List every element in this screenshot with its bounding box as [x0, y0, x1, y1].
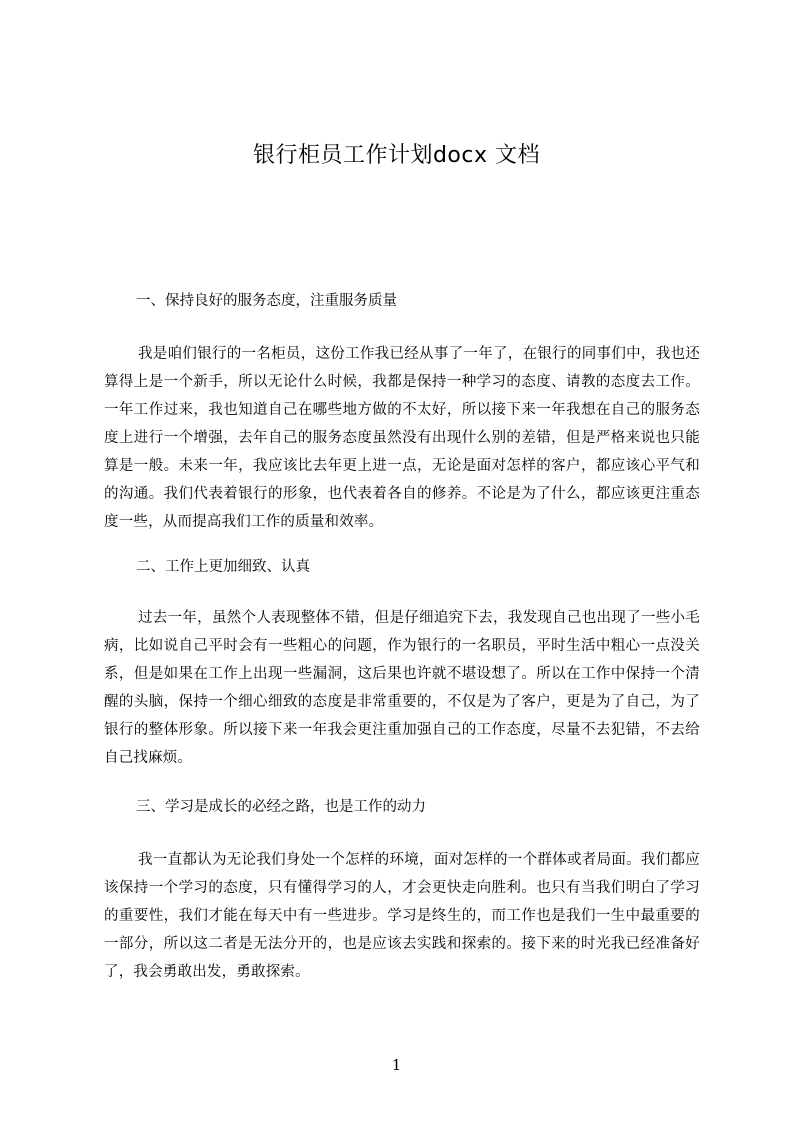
section-paragraph-2: 过去一年，虽然个人表现整体不错，但是仔细追究下去，我发现自己也出现了一些小毛病，比如说自己平时会有一些粗心的问题，作为银行的一名职员，平时生活中粗心一点没关系，但是如果在工作上出现一些漏洞，这后果也许就不堪设想了。所以在工作中保持一个清醒的头脑，保持一个细心细致的态度是非常重要的，不仅是为了客户，更是为了自己，为了银行的整体形象。所以接下来一年我会更注重加强自己的工作态度，尽量不去犯错，不去给自己找麻烦。 [104, 610, 700, 766]
section-heading-1: 一、保持良好的服务态度，注重服务质量 [136, 293, 397, 309]
section-paragraph-1: 我是咱们银行的一名柜员，这份工作我已经从事了一年了，在银行的同事们中，我也还算得上是一个新手，所以无论什么时候，我都是保持一种学习的态度、请教的态度去工作。一年工作过来，我也知道自己在哪些地方做的不太好，所以接下来一年我想在自己的服务态度上进行一个增强，去年自己的服务态度虽然没有出现什么别的差错，但是严格来说也只能算是一般。未来一年，我应该比去年更上进一点，无论是面对怎样的客户，都应该心平气和的沟通。我们代表着银行的形象，也代表着各自的修养。不论是为了什么，都应该更注重态度一些，从而提高我们工作的质量和效率。 [104, 346, 700, 530]
page-number: 1 [391, 1056, 402, 1074]
section-paragraph-3: 我一直都认为无论我们身处一个怎样的环境，面对怎样的一个群体或者局面。我们都应该保持一个学习的态度，只有懂得学习的人，才会更快走向胜利。也只有当我们明白了学习的重要性，我们才能在每天中有一些进步。学习是终生的，而工作也是我们一生中最重要的一部分，所以这二者是无法分开的，也是应该去实践和探索的。接下来的时光我已经准备好了，我会勇敢出发，勇敢探索。 [104, 852, 700, 980]
section-heading-2: 二、工作上更加细致、认真 [136, 559, 310, 575]
section-heading-3: 三、学习是成长的必经之路，也是工作的动力 [136, 799, 426, 815]
document-title: 银行柜员工作计划docx 文档 [252, 143, 541, 168]
